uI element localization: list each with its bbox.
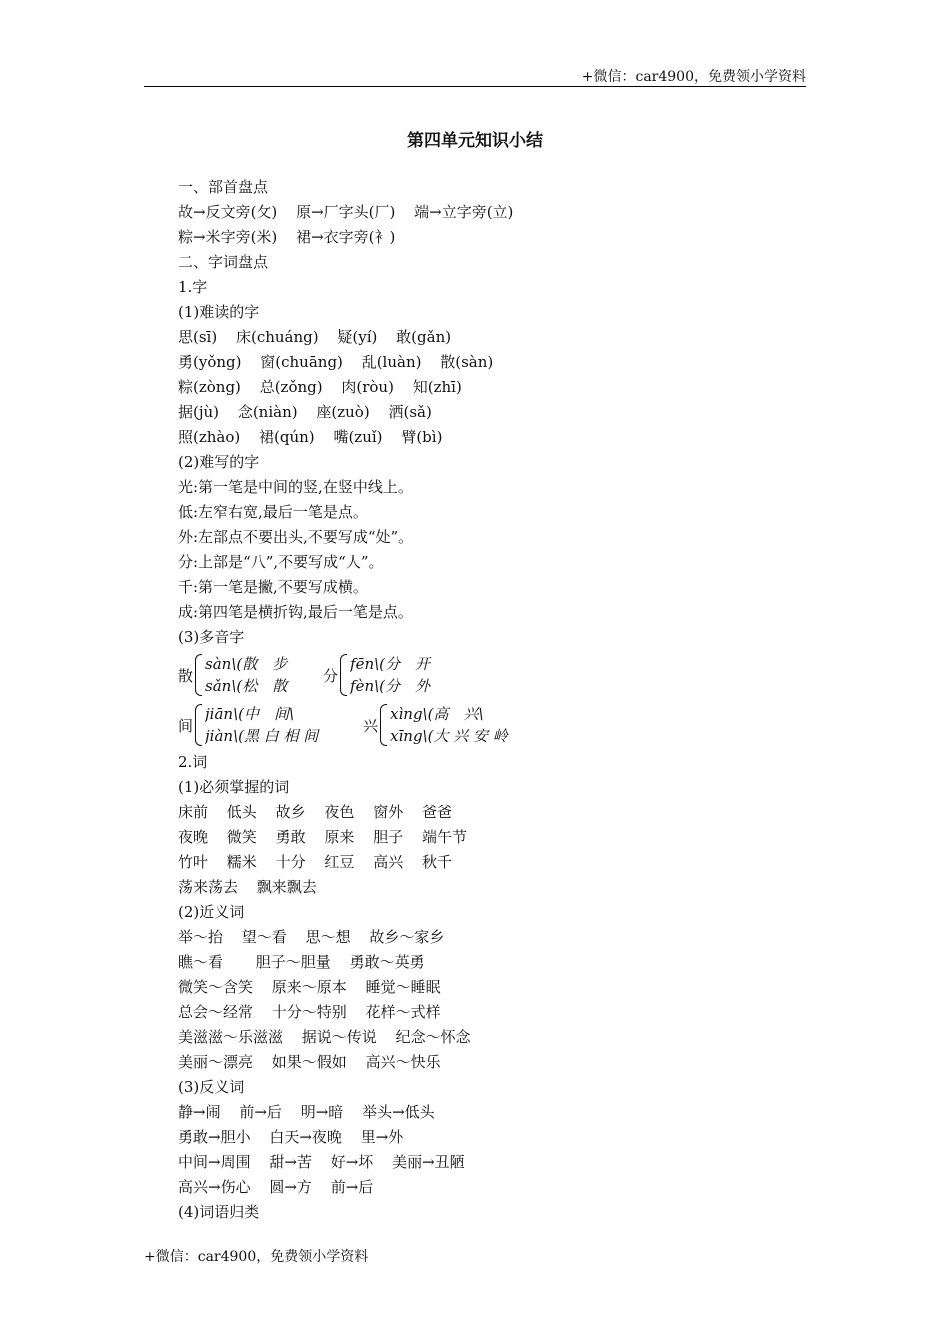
hard-read-item: 裙(qún) (259, 428, 315, 446)
antonym-item: 前→后 (239, 1103, 282, 1121)
classify-heading: (4)词语归类 (178, 1203, 260, 1221)
word-item: 故乡 (275, 803, 306, 821)
hard-read-item: 乱(luàn) (361, 353, 422, 371)
hard-write-item: 外:左部点不要出头,不要写成“处”。 (178, 528, 414, 546)
hard-read-item: 粽(zòng) (178, 378, 241, 396)
antonym-item: 圆→方 (269, 1178, 312, 1196)
hard-write-item: 低:左窄右宽,最后一笔是点。 (178, 503, 368, 521)
hard-read-item: 散(sàn) (440, 353, 494, 371)
synonym-item: 据说～传说 (301, 1028, 377, 1046)
hard-write-heading: (2)难写的字 (178, 453, 260, 471)
word-item: 窗外 (373, 803, 404, 821)
antonym-item: 甜→苦 (269, 1153, 312, 1171)
synonym-item: 美丽～漂亮 (178, 1053, 254, 1071)
word-item: 床前 (178, 803, 209, 821)
polyphone-char: 散 (178, 666, 194, 685)
word-item: 红豆 (324, 853, 355, 871)
polyphone-group (363, 703, 530, 747)
hard-read-row (178, 425, 738, 450)
polyphone-reading: fèn\(分 外 (350, 677, 431, 695)
hard-read-row (178, 375, 738, 400)
hard-read-row (178, 350, 738, 375)
word-item: 十分 (275, 853, 306, 871)
word-item: 糯米 (226, 853, 257, 871)
hard-read-row (178, 400, 738, 425)
must-row (178, 850, 738, 875)
word-item: 飘来飘去 (256, 878, 317, 896)
synonym-item: 花样～式样 (365, 1003, 441, 1021)
synonym-item: 微笑～含笑 (178, 978, 254, 996)
antonym-item: 高兴→伤心 (178, 1178, 251, 1196)
hard-write-item: 分:上部是“八”,不要写成“人”。 (178, 553, 384, 571)
antonym-item: 白天→夜晚 (269, 1128, 342, 1146)
radical-item: 粽→米字旁(米) (178, 228, 278, 246)
must-row (178, 875, 738, 900)
polyphone-row (178, 650, 738, 700)
synonym-item: 总会～经常 (178, 1003, 254, 1021)
radical-item: 故→反文旁(攵) (178, 203, 278, 221)
synonym-item: 美滋滋～乐滋滋 (178, 1028, 284, 1046)
header-divider (144, 86, 806, 87)
words-heading: 二、字词盘点 (178, 253, 269, 271)
synonym-row (178, 1000, 738, 1025)
antonym-row (178, 1125, 738, 1150)
hard-read-item: 敢(gǎn) (396, 328, 452, 346)
antonym-row (178, 1175, 738, 1200)
antonym-item: 里→外 (360, 1128, 404, 1146)
word-item: 端午节 (421, 828, 467, 846)
hard-read-item: 臂(bì) (401, 428, 443, 446)
synonym-item: 纪念～怀念 (395, 1028, 471, 1046)
word-item: 高兴 (373, 853, 404, 871)
brace-icon (195, 704, 202, 746)
hard-read-item: 照(zhào) (178, 428, 241, 446)
polyphone-reading: sàn\(散 步 (205, 655, 288, 673)
polyphone-group (178, 653, 305, 697)
antonym-item: 美丽→丑陋 (392, 1153, 465, 1171)
hard-read-item: 思(sī) (178, 328, 218, 346)
must-heading: (1)必须掌握的词 (178, 778, 290, 796)
synonym-row (178, 950, 738, 975)
synonym-item: 胆子～胆量 (255, 953, 331, 971)
synonym-item: 十分～特别 (271, 1003, 347, 1021)
synonym-item: 瞧～看 (178, 953, 224, 971)
antonym-heading: (3)反义词 (178, 1078, 245, 1096)
hard-write-item: 光:第一笔是中间的竖,在竖中线上。 (178, 478, 413, 496)
antonym-item: 举头→低头 (362, 1103, 435, 1121)
polyphone-char: 间 (178, 716, 194, 735)
radicals-row (178, 200, 738, 225)
synonym-item: 原来～原本 (271, 978, 347, 996)
synonym-item: 故乡～家乡 (369, 928, 445, 946)
synonym-item: 思～想 (305, 928, 351, 946)
polyphone-reading: jiān\(中 间\ (205, 705, 295, 723)
polyphone-reading: sǎn\(松 散 (205, 677, 288, 695)
page-header: +微信：car4900，免费领小学资料 (581, 69, 806, 85)
main-content (178, 175, 738, 1225)
must-row (178, 800, 738, 825)
must-row (178, 825, 738, 850)
synonym-item: 如果～假如 (271, 1053, 347, 1071)
polyphone-reading: fēn\(分 开 (350, 655, 431, 673)
radicals-row (178, 225, 738, 250)
word-item: 低头 (226, 803, 257, 821)
vocab-heading: 2.词 (178, 753, 208, 771)
brace-icon (340, 654, 347, 696)
word-item: 竹叶 (178, 853, 209, 871)
hard-read-item: 床(chuáng) (235, 328, 319, 346)
synonym-row (178, 1025, 738, 1050)
hard-write-item: 千:第一笔是撇,不要写成横。 (178, 578, 368, 596)
polyphone-group (178, 703, 345, 747)
radical-item: 裙→衣字旁(衤) (296, 228, 396, 246)
hard-write-item: 成:第四笔是横折钩,最后一笔是点。 (178, 603, 413, 621)
synonym-item: 高兴～快乐 (365, 1053, 441, 1071)
word-item: 爸爸 (421, 803, 452, 821)
hard-read-item: 知(zhī) (412, 378, 462, 396)
synonym-heading: (2)近义词 (178, 903, 245, 921)
word-item: 勇敢 (275, 828, 306, 846)
antonym-item: 勇敢→胆小 (178, 1128, 251, 1146)
polyphone-reading: xīng\(大 兴 安 岭 (390, 727, 508, 745)
antonym-item: 静→闹 (178, 1103, 221, 1121)
hard-read-item: 勇(yǒng) (178, 353, 242, 371)
hard-read-item: 据(jù) (178, 403, 220, 421)
polyphone-reading: jiàn\(黑 白 相 间 (205, 727, 319, 745)
synonym-item: 勇敢～英勇 (349, 953, 425, 971)
hard-read-item: 肉(ròu) (341, 378, 394, 396)
hard-read-item: 疑(yí) (337, 328, 378, 346)
word-item: 夜晚 (178, 828, 209, 846)
radical-item: 原→厂字头(厂) (296, 203, 396, 221)
word-item: 胆子 (373, 828, 404, 846)
page-footer: +微信：car4900，免费领小学资料 (144, 1249, 369, 1265)
polyphone-char: 分 (323, 666, 339, 685)
polyphone-row (178, 700, 738, 750)
word-item: 秋千 (421, 853, 452, 871)
antonym-item: 中间→周围 (178, 1153, 251, 1171)
synonym-row (178, 1050, 738, 1075)
antonym-row (178, 1150, 738, 1175)
hard-read-item: 洒(sǎ) (388, 403, 432, 421)
brace-icon (380, 704, 387, 746)
synonym-row (178, 975, 738, 1000)
polyphone-heading: (3)多音字 (178, 628, 245, 646)
radical-item: 端→立字旁(立) (414, 203, 514, 221)
hard-read-item: 座(zuò) (316, 403, 370, 421)
hard-read-item: 总(zǒng) (259, 378, 323, 396)
page-title: 第四单元知识小结 (407, 131, 543, 151)
word-item: 微笑 (226, 828, 257, 846)
antonym-row (178, 1100, 738, 1125)
word-item: 原来 (324, 828, 355, 846)
chars-heading: 1.字 (178, 278, 208, 296)
hard-read-item: 嘴(zuǐ) (333, 428, 383, 446)
synonym-item: 睡觉～睡眠 (365, 978, 441, 996)
hard-read-item: 念(niàn) (237, 403, 298, 421)
word-item: 夜色 (324, 803, 355, 821)
synonym-row (178, 925, 738, 950)
polyphone-char: 兴 (363, 716, 379, 735)
antonym-item: 好→坏 (330, 1153, 374, 1171)
hard-read-item: 窗(chuāng) (260, 353, 343, 371)
brace-icon (195, 654, 202, 696)
word-item: 荡来荡去 (178, 878, 239, 896)
polyphone-reading: xìng\(高 兴\ (390, 705, 484, 723)
hard-read-heading: (1)难读的字 (178, 303, 260, 321)
synonym-item: 望～看 (241, 928, 287, 946)
hard-read-row (178, 325, 738, 350)
radicals-heading: 一、部首盘点 (178, 178, 269, 196)
polyphone-group (323, 653, 450, 697)
synonym-item: 举～抬 (178, 928, 224, 946)
antonym-item: 前→后 (330, 1178, 374, 1196)
antonym-item: 明→暗 (300, 1103, 344, 1121)
